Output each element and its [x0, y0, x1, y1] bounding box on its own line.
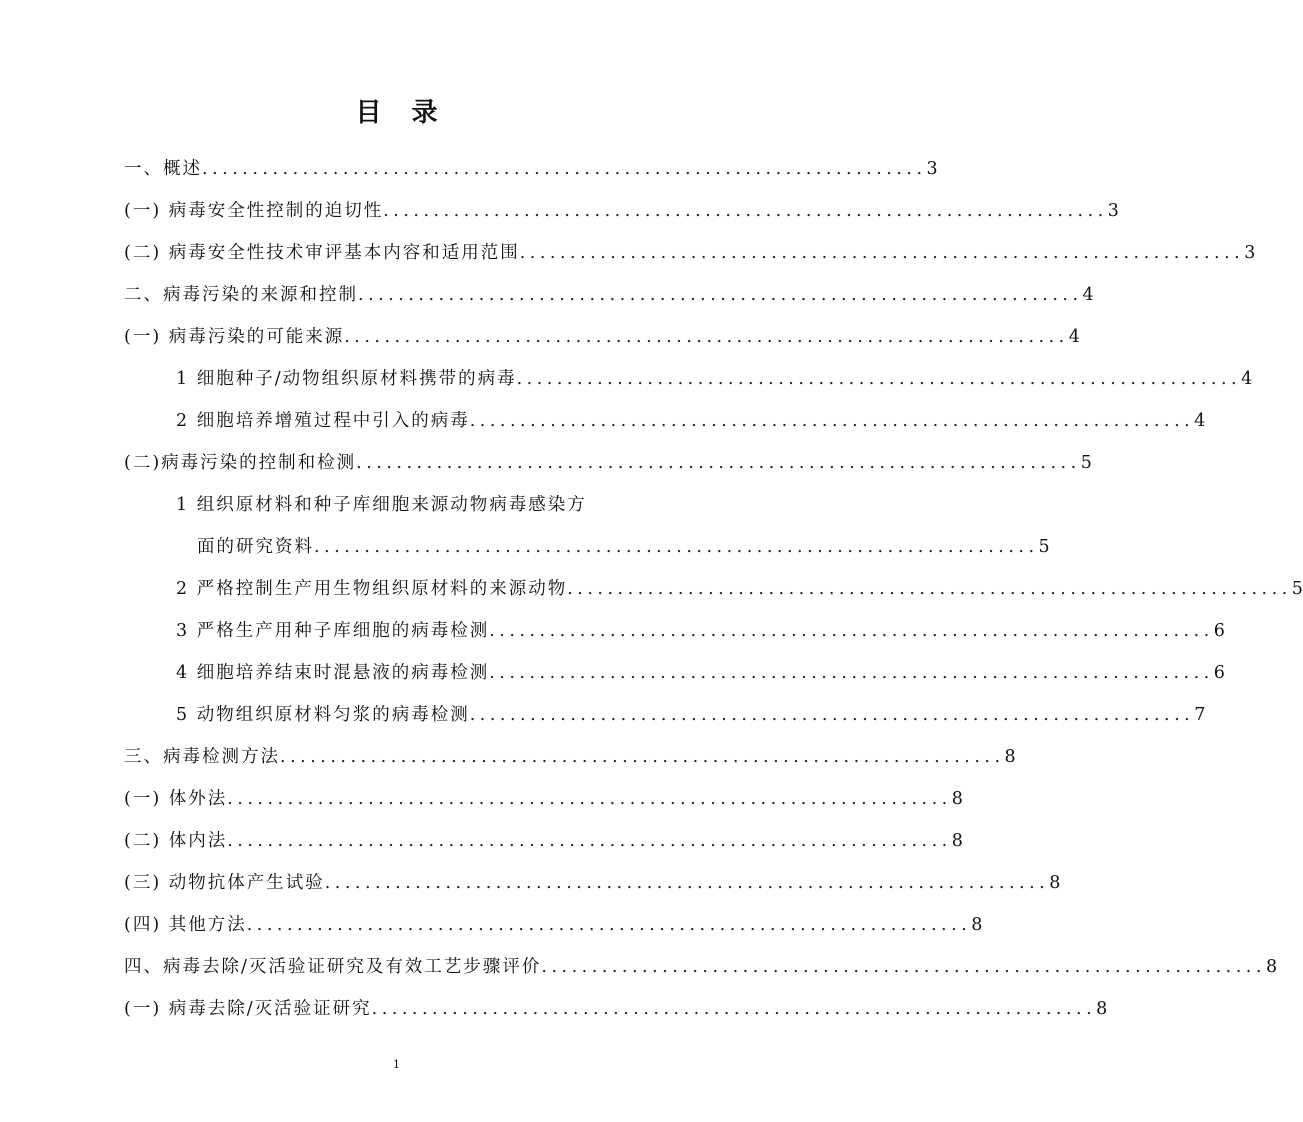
toc-entry-text: (二) 病毒安全性技术审评基本内容和适用范围 [124, 243, 520, 263]
toc-entry[interactable] [124, 826, 963, 856]
toc-entry-page: 4 [1194, 411, 1206, 431]
toc-entry-text: (一) 病毒污染的可能来源 [124, 327, 345, 347]
toc-entry[interactable] [176, 700, 1206, 730]
toc-leader-dots: ........................................................................ [469, 705, 1195, 725]
toc-entry[interactable] [176, 574, 1303, 604]
toc-leader-dots: ........................................................................ [356, 453, 1081, 473]
toc-entry[interactable] [124, 448, 1092, 478]
toc-leader-dots: ........................................................................ [344, 327, 1069, 347]
toc-entry-page: 4 [1082, 285, 1094, 305]
toc-entry[interactable] [124, 910, 983, 940]
toc-leader-dots: ........................................................................ [246, 915, 972, 935]
toc-entry-text: (一) 体外法 [124, 789, 228, 809]
toc-entry-page: 8 [951, 831, 963, 851]
toc-entry-text: 1 细胞种子/动物组织原材料携带的病毒 [176, 369, 517, 389]
toc-entry[interactable] [197, 532, 1050, 562]
toc-entry-text: 3 严格生产用种子库细胞的病毒检测 [176, 621, 490, 641]
toc-entry-text: (一) 病毒安全性控制的迫切性 [124, 201, 384, 221]
toc-entry-page: 7 [1194, 705, 1206, 725]
toc-entry[interactable] [124, 952, 1278, 982]
page-number: 1 [393, 1058, 400, 1071]
toc-entry[interactable] [124, 322, 1080, 352]
toc-leader-dots: ........................................................................ [489, 663, 1214, 683]
toc-entry-page: 8 [951, 789, 963, 809]
toc-leader-dots: ........................................................................ [371, 999, 1097, 1019]
toc-leader-dots: ........................................................................ [541, 957, 1266, 977]
toc-entry[interactable] [176, 490, 624, 520]
toc-entry-page: 8 [1265, 957, 1278, 977]
toc-leader-dots: ........................................................................ [358, 285, 1083, 305]
toc-entry-page: 3 [926, 159, 938, 179]
toc-leader-dots: ........................................................................ [314, 537, 1039, 557]
toc-entry-page: 8 [971, 915, 983, 935]
toc-entry-page: 4 [1068, 327, 1080, 347]
toc-entry-page: 8 [1049, 873, 1061, 893]
toc-entry-text: (二)病毒污染的控制和检测 [124, 453, 357, 473]
toc-leader-dots: ........................................................................ [202, 159, 927, 179]
toc-entry-page: 3 [1107, 201, 1119, 221]
toc-entry[interactable] [124, 868, 1061, 898]
toc-entry[interactable] [176, 406, 1206, 436]
toc-entry-text: 2 细胞培养增殖过程中引入的病毒 [176, 411, 470, 431]
toc-entry[interactable] [176, 364, 1253, 394]
toc-entry-page: 6 [1213, 621, 1225, 641]
toc-title: 目录 [355, 98, 468, 128]
toc-leader-dots: ........................................................................ [383, 201, 1108, 221]
toc-entry-text: 4 细胞培养结束时混悬液的病毒检测 [176, 663, 490, 683]
toc-entry[interactable] [124, 238, 1256, 268]
toc-entry-text: (一) 病毒去除/灭活验证研究 [124, 999, 372, 1019]
toc-leader-dots: ........................................................................ [516, 369, 1242, 389]
toc-leader-dots: ........................................................................ [469, 411, 1195, 431]
toc-leader-dots: ........................................................................ [567, 579, 1292, 599]
toc-entry-page: 5 [1291, 579, 1303, 599]
toc-entry[interactable] [124, 784, 963, 814]
toc-entry-page: 8 [1096, 999, 1108, 1019]
toc-entry[interactable] [124, 994, 1108, 1024]
toc-entry-page: 3 [1244, 243, 1256, 263]
toc-entry-text: 1 组织原材料和种子库细胞来源动物病毒感染方 [176, 495, 587, 515]
toc-entry-page: 8 [1004, 747, 1016, 767]
toc-entry-page: 5 [1080, 453, 1092, 473]
toc-entry-text: 一、概述 [124, 159, 202, 179]
toc-entry-text: 5 动物组织原材料匀浆的病毒检测 [176, 705, 470, 725]
toc-entry-text: 二、病毒污染的来源和控制 [124, 285, 358, 305]
toc-entry-text: 四、病毒去除/灭活验证研究及有效工艺步骤评价 [124, 957, 542, 977]
toc-leader-dots: ........................................................................ [519, 243, 1245, 263]
toc-entry[interactable] [176, 616, 1225, 646]
toc-leader-dots: ........................................................................ [227, 831, 952, 851]
toc-entry-text: 三、病毒检测方法 [124, 747, 280, 767]
toc-entry[interactable] [176, 658, 1225, 688]
toc-leader-dots: ........................................................................ [280, 747, 1005, 767]
toc-entry[interactable] [124, 196, 1119, 226]
toc-leader-dots: ........................................................................ [489, 621, 1214, 641]
toc-leader-dots: ........................................................................ [324, 873, 1050, 893]
toc-entry[interactable] [124, 154, 938, 184]
toc-entry-text: (三) 动物抗体产生试验 [124, 873, 325, 893]
toc-entry[interactable] [124, 742, 1016, 772]
toc-entry-text: (二) 体内法 [124, 831, 228, 851]
toc-entry-text: 面的研究资料 [197, 537, 314, 557]
toc-entry[interactable] [124, 280, 1094, 310]
toc-entry-page: 4 [1241, 369, 1253, 389]
toc-entry-page: 6 [1213, 663, 1225, 683]
toc-leader-dots: ........................................................................ [227, 789, 952, 809]
toc-entry-text: (四) 其他方法 [124, 915, 247, 935]
toc-entry-page: 5 [1038, 537, 1050, 557]
toc-entry-text: 2 严格控制生产用生物组织原材料的来源动物 [176, 579, 568, 599]
